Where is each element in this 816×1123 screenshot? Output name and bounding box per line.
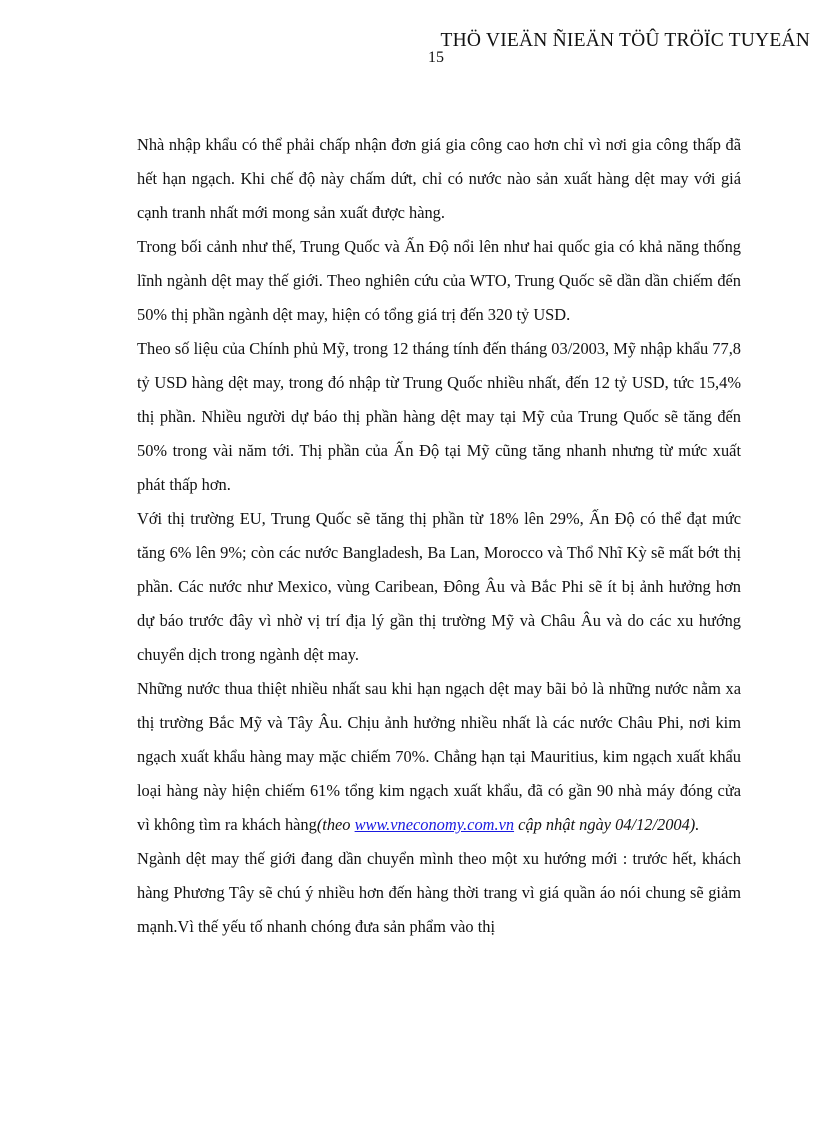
paragraph-3: Theo số liệu của Chính phủ Mỹ, trong 12 tháng tính đến tháng 03/2003, Mỹ nhập khẩu 77,8 tỷ USD hàng dệt may, trong đó nhập từ Trung Quốc nhiều nhất, đến 12 tỷ USD, tức 15,4% thị phần. Nhiều người dự báo thị phần hàng dệt may tại Mỹ của Trung Quốc sẽ tăng đến 50% trong vài năm tới. Thị phần của Ấn Độ tại Mỹ cũng tăng nhanh nhưng từ mức xuất phát thấp hơn. [137,339,741,494]
paragraph-1: Nhà nhập khẩu có thể phải chấp nhận đơn giá gia công cao hơn chỉ vì nơi gia công thấp đã hết hạn ngạch. Khi chế độ này chấm dứt, chỉ có nước nào sản xuất hàng dệt may với giá cạnh tranh nhất mới mong sản xuất được hàng. [137,135,741,222]
document-body [137,128,741,944]
paragraph-5 [137,672,741,842]
page-number: 15 [428,49,444,66]
library-header-title: THÖ VIEÄN ÑIEÄN TÖÛ TRÖÏC TUYEÁN [440,30,810,51]
source-note [317,815,700,834]
source-link[interactable]: www.vneconomy.com.vn [354,815,515,834]
source-prefix: (theo [316,815,355,834]
paragraph-6: Ngành dệt may thế giới đang dần chuyển mình theo một xu hướng mới : trước hết, khách hàng Phương Tây sẽ chú ý nhiều hơn đến hàng thời trang vì giá quần áo nói chung sẽ giảm mạnh.Vì thế yếu tố nhanh chóng đưa sản phẩm vào thị [137,849,741,936]
paragraph-4: Với thị trường EU, Trung Quốc sẽ tăng thị phần từ 18% lên 29%, Ấn Độ có thể đạt mức tăng 6% lên 9%; còn các nước Bangladesh, Ba Lan, Morocco và Thổ Nhĩ Kỳ sẽ mất bớt thị phần. Các nước như Mexico, vùng Caribean, Đông Âu và Bắc Phi sẽ ít bị ảnh hưởng hơn dự báo trước đây vì nhờ vị trí địa lý gần thị trường Mỹ và Châu Âu và do các xu hướng chuyển dịch trong ngành dệt may. [137,509,741,664]
paragraph-2: Trong bối cảnh như thế, Trung Quốc và Ấn Độ nổi lên như hai quốc gia có khả năng thống lĩnh ngành dệt may thế giới. Theo nghiên cứu của WTO, Trung Quốc sẽ dần dần chiếm đến 50% thị phần ngành dệt may, hiện có tổng giá trị đến 320 tỷ USD. [137,237,741,324]
paragraph-5-text: Những nước thua thiệt nhiều nhất sau khi hạn ngạch dệt may bãi bỏ là những nước nằm xa thị trường Bắc Mỹ và Tây Âu. Chịu ảnh hưởng nhiều nhất là các nước Châu Phi, nơi kim ngạch xuất khẩu hàng may mặc chiếm 70%. Chẳng hạn tại Mauritius, kim ngạch xuất khẩu loại hàng này hiện chiếm 61% tổng kim ngạch xuất khẩu, đã có gần 90 nhà máy đóng cửa vì không tìm ra khách hàng [137,679,741,834]
source-suffix: cập nhật ngày 04/12/2004). [514,815,700,834]
